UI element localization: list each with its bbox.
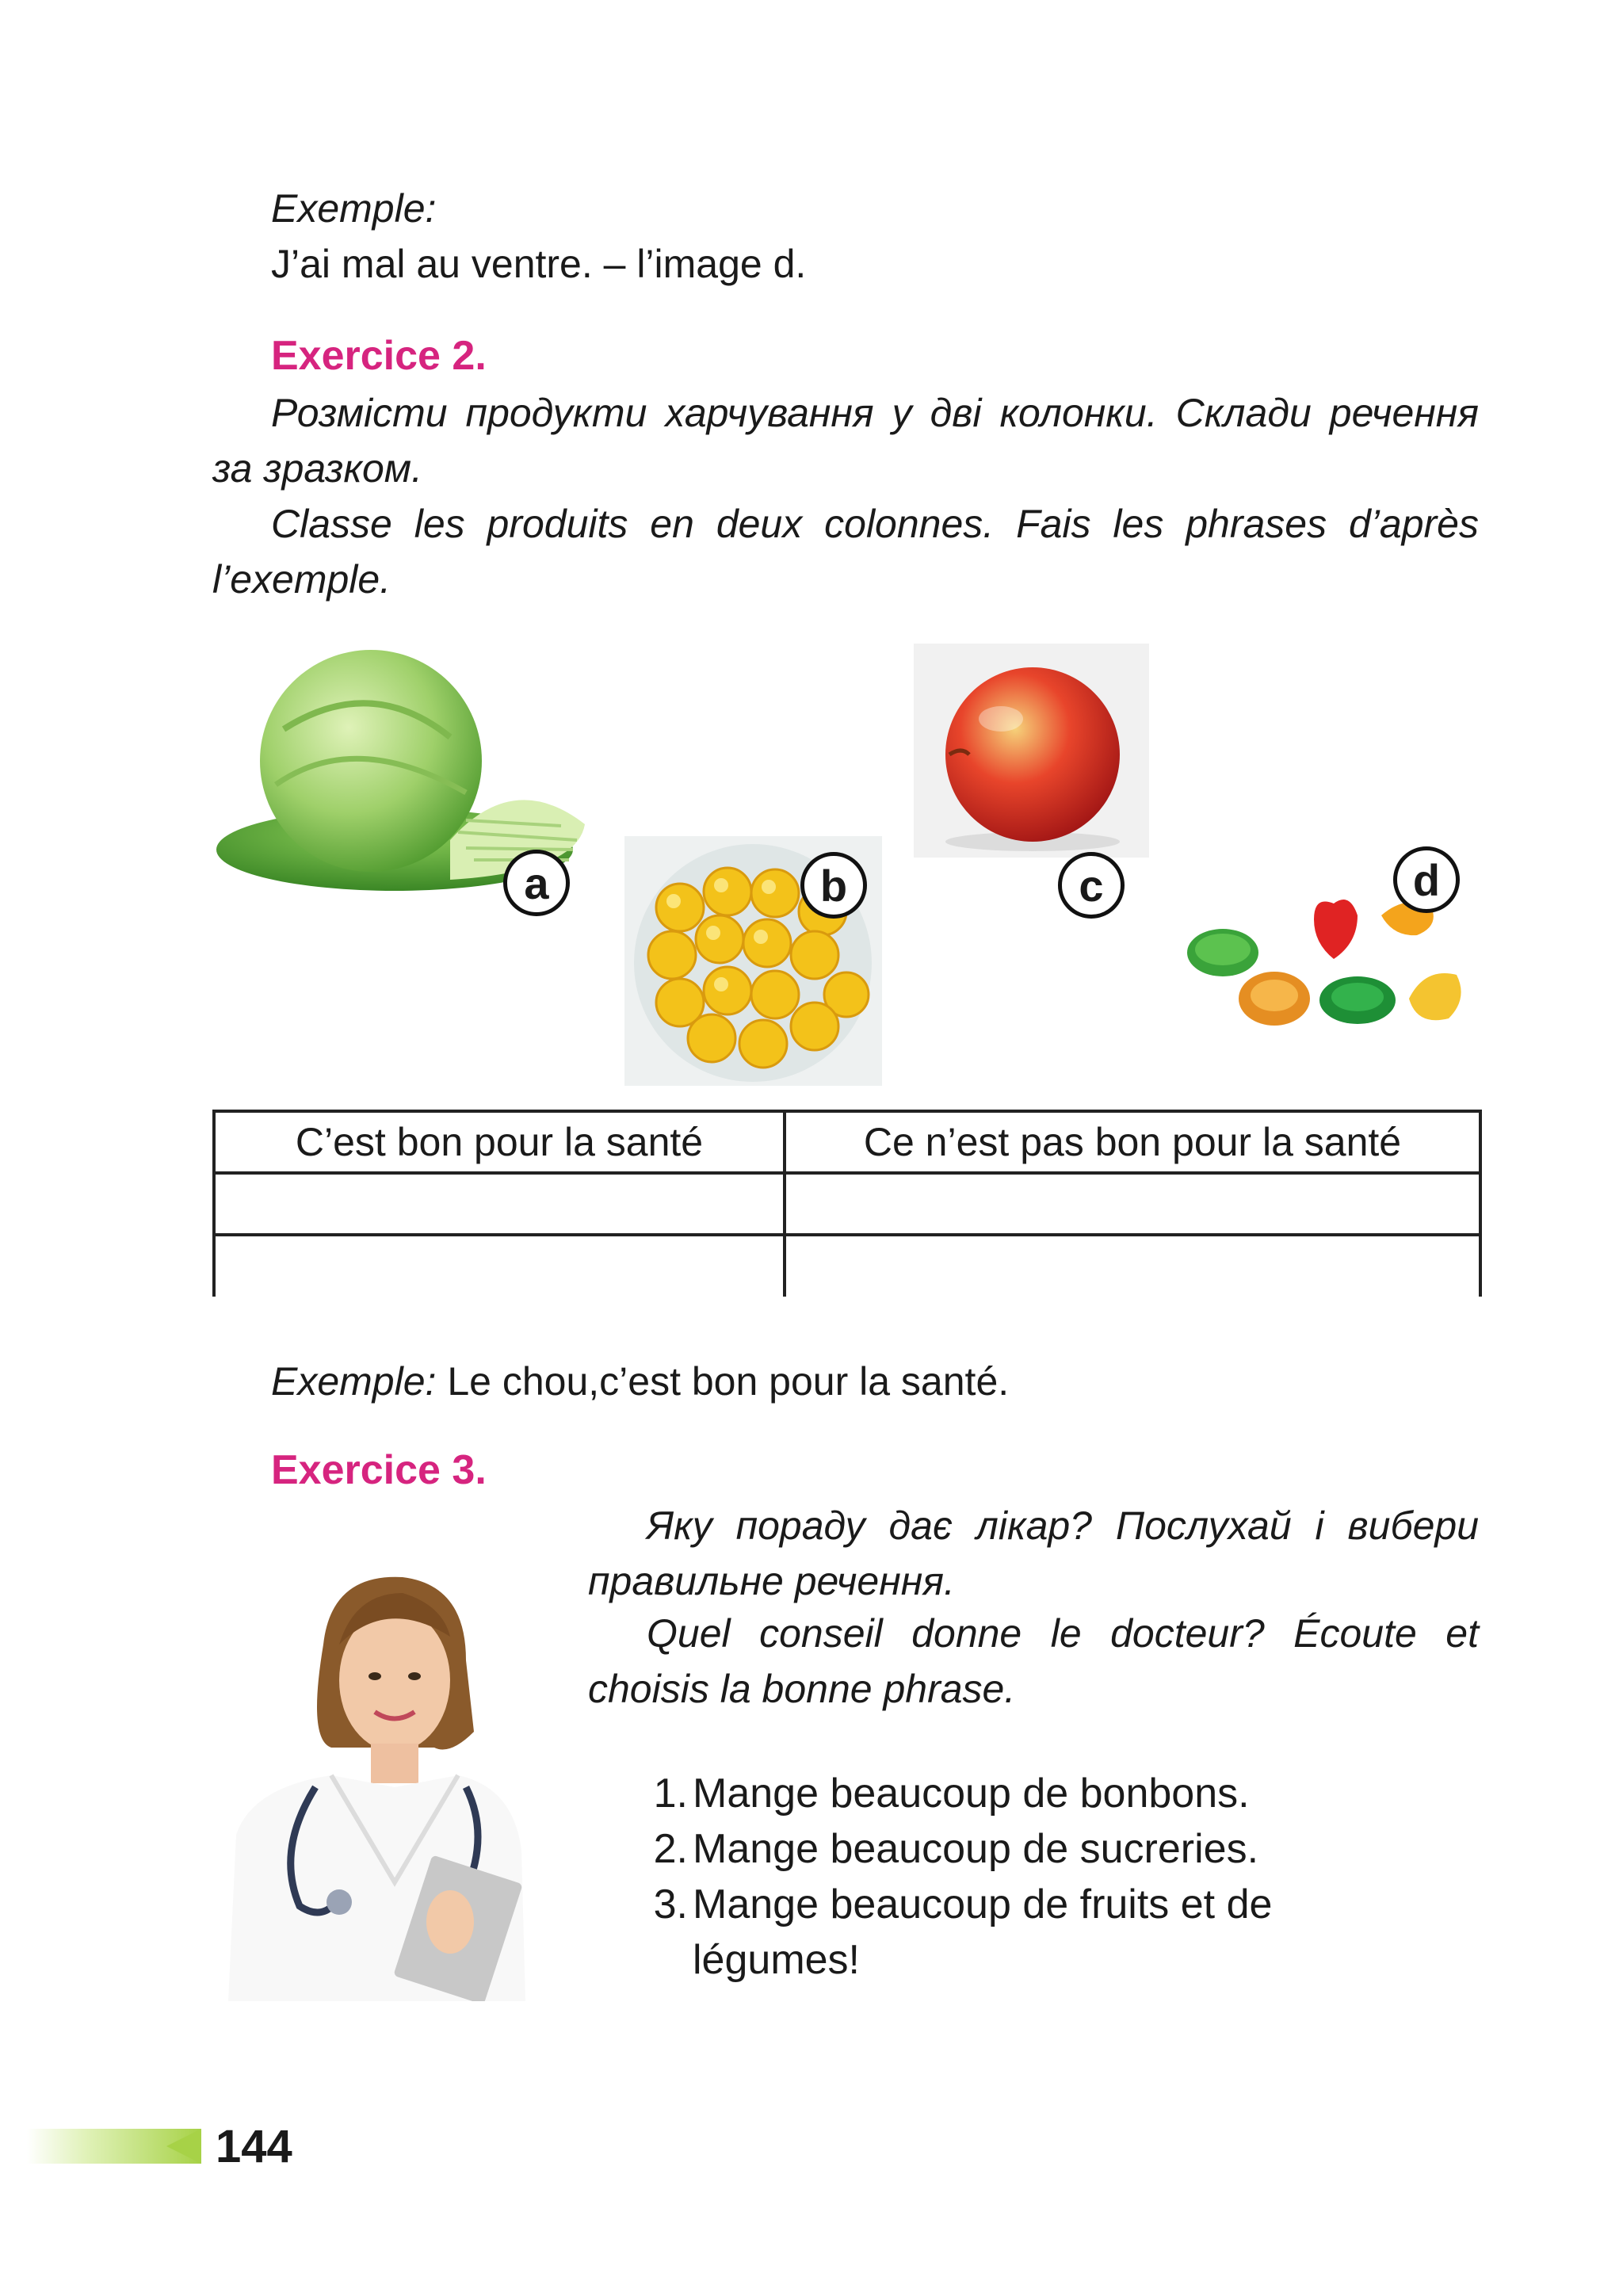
option-number: 1. xyxy=(653,1771,688,1817)
doctor-image xyxy=(212,1549,529,2001)
exercise-3-instruction-uk: Яку пораду дає лікар? Послухай і вибери правильне речення. xyxy=(588,1503,1479,1603)
exercise-2-instruction-uk: Розмісти продукти харчування у дві колонки. Склади речення за зразком. xyxy=(212,391,1479,491)
option-text: Mange beaucoup de sucreries. xyxy=(693,1826,1259,1872)
doctor-icon xyxy=(212,1549,529,2001)
answer-options xyxy=(640,1766,1433,1988)
table-header-unhealthy: Ce n’est pas bon pour la santé xyxy=(785,1111,1480,1173)
option-number: 3. xyxy=(653,1881,688,1927)
classification-table xyxy=(212,1110,1482,1297)
table-header-row xyxy=(214,1111,1480,1173)
image-label-d: d xyxy=(1393,846,1460,913)
example-sentence: J’ai mal au ventre. – l’image d. xyxy=(271,242,807,286)
table-cell[interactable] xyxy=(785,1235,1480,1297)
apple-icon xyxy=(914,644,1149,858)
table-row xyxy=(214,1235,1480,1297)
apple-image xyxy=(914,644,1149,858)
page-number-arrow-icon xyxy=(166,2129,201,2164)
exercise-2-example xyxy=(271,1354,1009,1409)
exercise-2-instruction-fr: Classe les produits en deux colonnes. Fais les phrases d’après l’exemple. xyxy=(212,502,1479,602)
option-text: Mange beaucoup de bonbons. xyxy=(693,1771,1250,1817)
table-cell[interactable] xyxy=(214,1235,785,1297)
answer-option[interactable] xyxy=(640,1877,1433,1988)
example-label: Exemple: xyxy=(271,186,437,231)
exercise-2-title: Exercice 2. xyxy=(271,333,487,379)
image-label-b: b xyxy=(800,852,867,919)
exercise-3-title: Exercice 3. xyxy=(271,1447,487,1493)
image-label-c: c xyxy=(1058,852,1125,919)
exercise-2-example-label: Exemple: xyxy=(271,1359,437,1404)
table-header-healthy: C’est bon pour la santé xyxy=(214,1111,785,1173)
image-label-a: a xyxy=(503,850,570,916)
option-number: 2. xyxy=(653,1826,688,1872)
exercise-3-instruction-fr: Quel conseil donne le docteur? Écoute et choisis la bonne phrase. xyxy=(588,1611,1479,1711)
page-number: 144 xyxy=(216,2121,292,2172)
option-text: Mange beaucoup de fruits et de légumes! xyxy=(693,1881,1273,1983)
answer-option[interactable] xyxy=(640,1766,1433,1821)
table-row xyxy=(214,1173,1480,1235)
table-cell[interactable] xyxy=(214,1173,785,1235)
exercise-2-example-sentence: Le chou,c’est bon pour la santé. xyxy=(436,1359,1010,1404)
table-cell[interactable] xyxy=(785,1173,1480,1235)
answer-option[interactable] xyxy=(640,1821,1433,1877)
